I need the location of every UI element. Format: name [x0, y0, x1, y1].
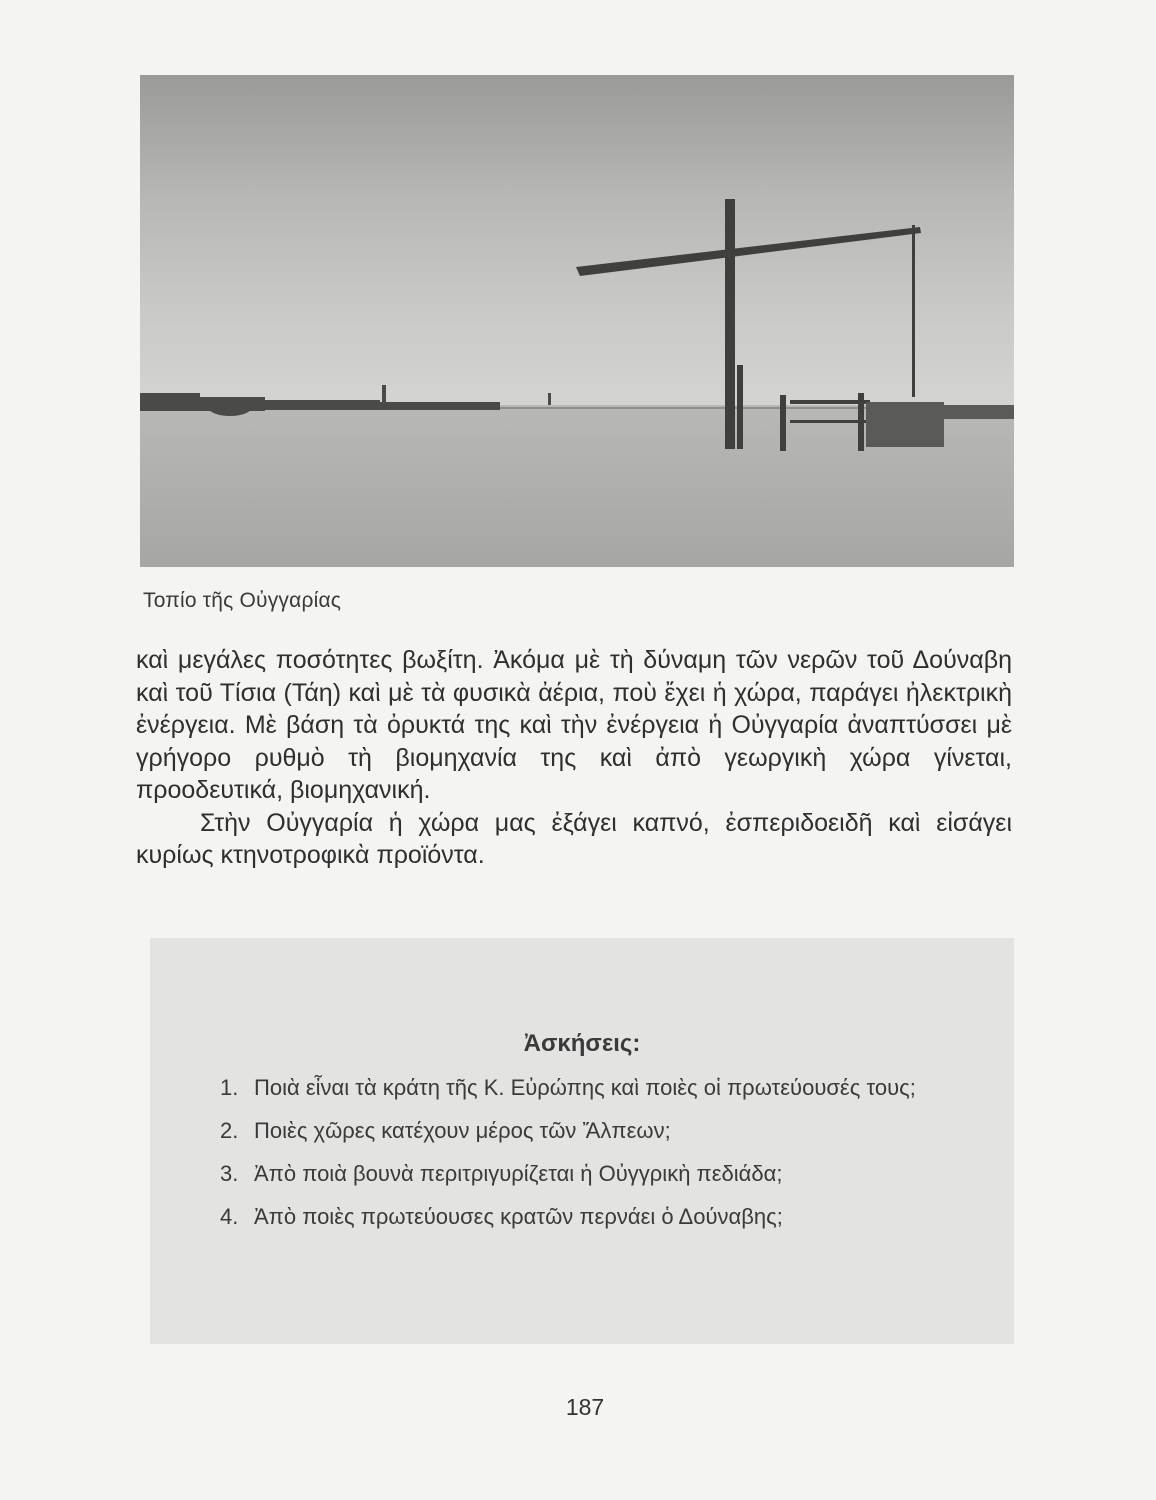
- exercise-number: 1.: [220, 1075, 239, 1100]
- paragraph: καὶ μεγάλες ποσότητες βωξίτη. Ἀκόμα μὲ τὴ δύναμη τῶν νερῶν τοῦ Δούναβη καὶ τοῦ Τίσια (Τάη) καὶ μὲ τὰ φυσικὰ ἀέρια, ποὺ ἔχει ἡ χώρα, παράγει ἠλεκτρικὴ ἐνέργεια. Μὲ βάση τὰ ὀρυκτά της καὶ τὴν ἐνέργεια ἡ Οὐγγαρία ἀναπτύσσει μὲ γρήγορο ρυθμὸ τὴ βιομηχανία της καὶ ἀπὸ γεωργικὴ χώρα γίνεται, προοδευτικά, βιομηχανική.: [136, 646, 1012, 804]
- page-number: 187: [565, 1394, 605, 1420]
- landscape-photo: [140, 75, 1014, 567]
- exercise-text: Ποιὲς χῶρες κατέχουν μέρος τῶν Ἄλπεων;: [254, 1118, 671, 1143]
- well-sweep-illustration: [140, 75, 1014, 567]
- exercise-item: [220, 1202, 950, 1232]
- body-text: [136, 644, 1012, 872]
- exercise-text: Ἀπὸ ποιὰ βουνὰ περιτριγυρίζεται ἡ Οὐγγρικὴ πεδιάδα;: [254, 1161, 783, 1186]
- exercise-number: 3.: [220, 1161, 239, 1186]
- sky: [140, 75, 1014, 410]
- photo-caption: Τοπίο τῆς Οὐγγαρίας: [143, 589, 342, 612]
- exercises-box: [150, 938, 1014, 1344]
- exercise-item: [220, 1073, 950, 1103]
- exercise-text: Ἀπὸ ποιὲς πρωτεύουσες κρατῶν περνάει ὁ Δούναβης;: [254, 1204, 783, 1229]
- exercise-number: 2.: [220, 1118, 239, 1143]
- exercise-item: [220, 1159, 950, 1189]
- exercise-text: Ποιὰ εἶναι τὰ κράτη τῆς Κ. Εὐρώπης καὶ ποιὲς οἱ πρωτεύουσές τους;: [254, 1075, 916, 1100]
- paragraph: Στὴν Οὐγγαρία ἡ χώρα μας ἐξάγει καπνό, ἐσπεριδοειδῆ καὶ εἰσάγει κυρίως κτηνοτροφικὰ προϊόντα.: [136, 808, 1012, 869]
- exercise-item: [220, 1116, 950, 1146]
- exercise-list: [220, 1073, 950, 1245]
- exercises-title: Ἀσκήσεις:: [523, 1030, 641, 1057]
- exercise-number: 4.: [220, 1204, 239, 1229]
